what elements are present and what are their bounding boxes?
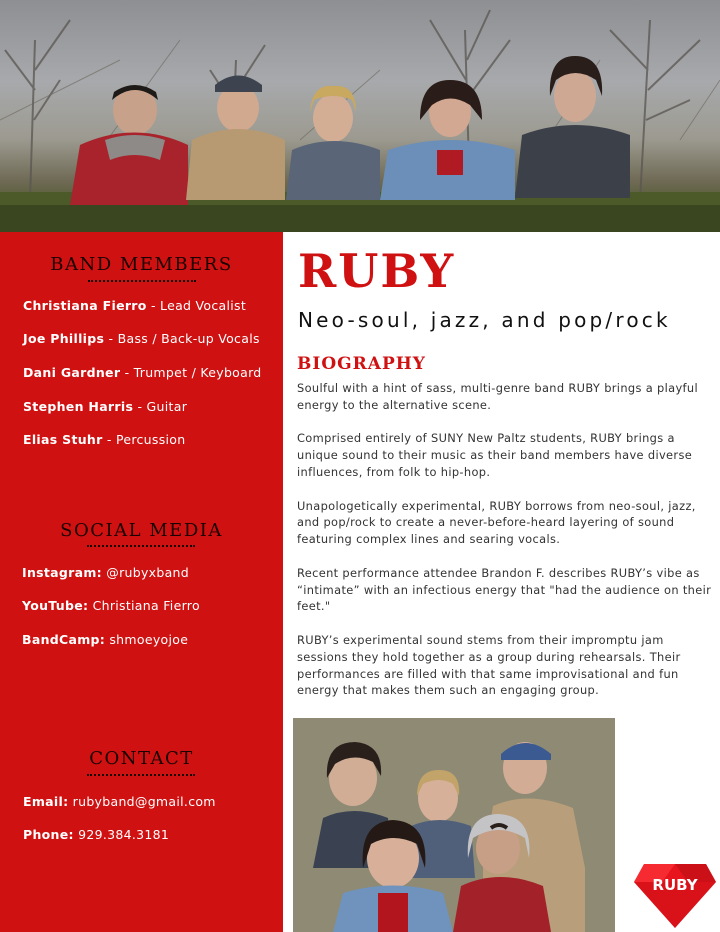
band-group-photo-icon (0, 0, 720, 232)
bio-paragraph: Comprised entirely of SUNY New Paltz students, RUBY brings a unique sound to their music as their band members have diverse influences, from folk to hip-hop. (297, 431, 693, 479)
heading-divider (87, 545, 195, 547)
contact-heading: CONTACT (89, 748, 194, 769)
member-row: Christiana Fierro - Lead Vocalist (23, 298, 247, 313)
bio-paragraph: Recent performance attendee Brandon F. describes RUBY’s vibe as “intimate” with an infectious energy that "had the audience on their feet." (297, 565, 712, 614)
contact-phone[interactable]: Phone: 929.384.3181 (23, 827, 170, 842)
hero-band-photo (0, 0, 720, 232)
member-row: Dani Gardner - Trumpet / Keyboard (23, 365, 262, 380)
band-title: RUBY (298, 244, 456, 298)
contact-email[interactable]: Email: rubyband@gmail.com (23, 794, 216, 809)
heading-divider (87, 774, 195, 776)
bio-paragraph: Unapologetically experimental, RUBY borrows from neo-soul, jazz, and pop/rock to create a never-before-heard layering of sound featuring complex lines and searing vocals. (297, 498, 696, 547)
biography-heading: BIOGRAPHY (297, 354, 426, 374)
biography-text (297, 380, 715, 716)
sidebar (0, 232, 283, 932)
band-closeup-photo-icon (293, 718, 615, 932)
bio-paragraph: RUBY’s experimental sound stems from their impromptu jam sessions they hold together as a group during rehearsals. Their performances are filled with that same improvisational and fun energy that makes them such an engaging group. (297, 632, 681, 698)
svg-text:RUBY: RUBY (652, 876, 698, 894)
social-bandcamp[interactable]: BandCamp: shmoeyojoe (22, 632, 189, 647)
member-row: Elias Stuhr - Percussion (23, 432, 186, 447)
member-row: Stephen Harris - Guitar (23, 399, 188, 414)
heading-divider (88, 280, 196, 282)
ruby-logo (634, 860, 716, 928)
social-media-heading: SOCIAL MEDIA (60, 520, 223, 541)
social-youtube[interactable]: YouTube: Christiana Fierro (22, 598, 200, 613)
bio-paragraph: Soulful with a hint of sass, multi-genre band RUBY brings a playful energy to the alternative scene. (297, 381, 698, 412)
genre-subtitle: Neo-soul, jazz, and pop/rock (298, 308, 671, 332)
band-closeup-photo (293, 718, 615, 932)
band-members-heading: BAND MEMBERS (50, 254, 233, 275)
social-instagram[interactable]: Instagram: @rubyxband (22, 565, 190, 580)
member-row: Joe Phillips - Bass / Back-up Vocals (23, 331, 260, 346)
